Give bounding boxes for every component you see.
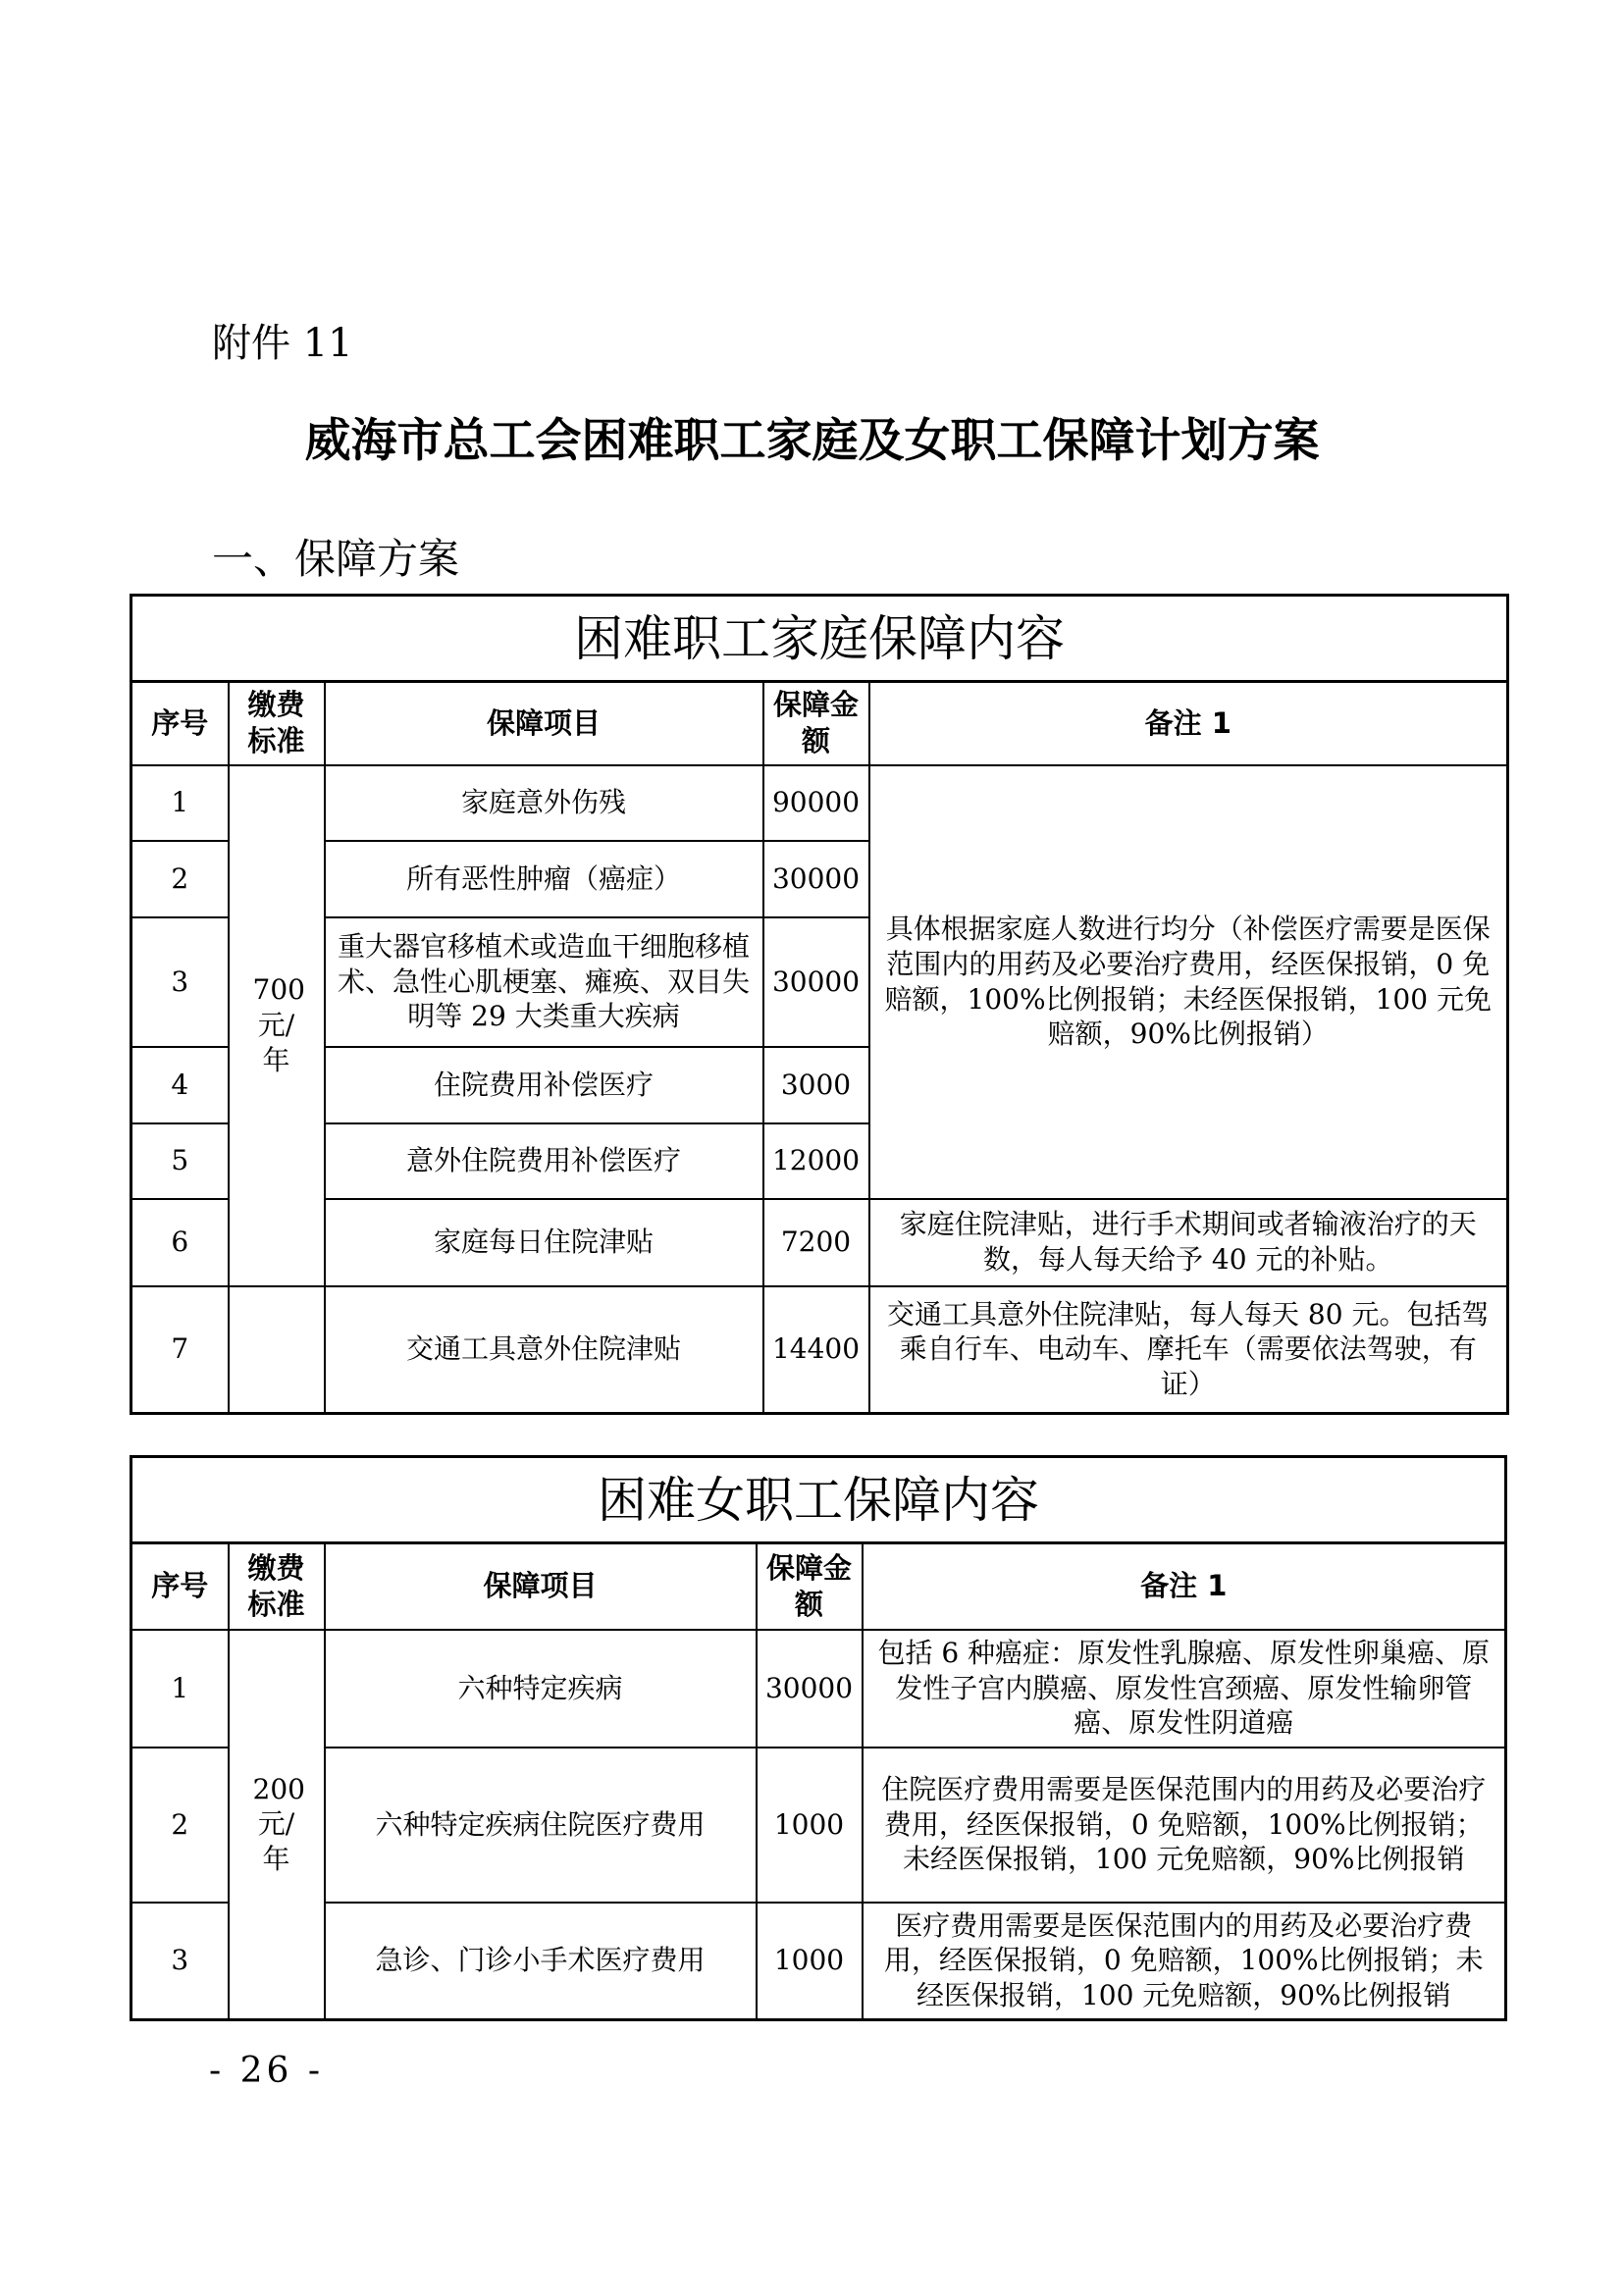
header-fee: 缴费标准 — [229, 1543, 325, 1630]
row-no: 3 — [131, 1903, 229, 2020]
row-item: 意外住院费用补偿医疗 — [325, 1123, 763, 1199]
header-no: 序号 — [131, 682, 229, 765]
table-caption: 困难女职工保障内容 — [131, 1457, 1506, 1543]
attachment-word: 附件 — [212, 321, 290, 366]
table-row — [131, 765, 1508, 841]
table-row — [131, 1630, 1506, 1748]
table-row — [131, 1903, 1506, 2020]
row-note: 家庭住院津贴，进行手术期间或者输液治疗的天数，每人每天给予 40 元的补贴。 — [869, 1199, 1508, 1286]
row-amount: 7200 — [763, 1199, 869, 1286]
fee-standard: 700元/年 — [229, 765, 325, 1286]
section-heading: 一、保障方案 — [212, 535, 460, 583]
header-note: 备注 1 — [863, 1543, 1506, 1630]
family-protection-table — [130, 594, 1509, 1415]
header-fee: 缴费标准 — [229, 682, 325, 765]
table-row — [131, 1748, 1506, 1903]
row-item: 重大器官移植术或造血干细胞移植术、急性心肌梗塞、瘫痪、双目失明等 29 大类重大疾病 — [325, 917, 763, 1047]
header-amount: 保障金额 — [763, 682, 869, 765]
row-item: 家庭意外伤残 — [325, 765, 763, 841]
women-protection-table — [130, 1455, 1507, 2021]
table-row — [131, 1286, 1508, 1414]
row-amount: 14400 — [763, 1286, 869, 1414]
row-no: 5 — [131, 1123, 229, 1199]
row-amount: 1000 — [757, 1903, 863, 2020]
row-no: 1 — [131, 1630, 229, 1748]
row-amount: 30000 — [763, 917, 869, 1047]
table-caption: 困难职工家庭保障内容 — [131, 596, 1508, 682]
row-amount: 90000 — [763, 765, 869, 841]
row-item: 家庭每日住院津贴 — [325, 1199, 763, 1286]
row-no: 4 — [131, 1047, 229, 1123]
row-item: 所有恶性肿瘤（癌症） — [325, 841, 763, 917]
row-item: 六种特定疾病 — [325, 1630, 757, 1748]
attachment-number: 11 — [302, 321, 353, 366]
table-row — [131, 1199, 1508, 1286]
fee-standard: 200元/年 — [229, 1630, 325, 2020]
row-amount: 12000 — [763, 1123, 869, 1199]
page-title: 威海市总工会困难职工家庭及女职工保障计划方案 — [304, 414, 1320, 468]
row-item: 交通工具意外住院津贴 — [325, 1286, 763, 1414]
row-note: 住院医疗费用需要是医保范围内的用药及必要治疗费用，经医保报销，0 免赔额，100%比例报销；未经医保报销，100 元免赔额，90%比例报销 — [863, 1748, 1506, 1903]
row-amount: 3000 — [763, 1047, 869, 1123]
attachment-label — [212, 312, 353, 368]
header-no: 序号 — [131, 1543, 229, 1630]
header-note: 备注 1 — [869, 682, 1508, 765]
row-note: 交通工具意外住院津贴，每人每天 80 元。包括驾乘自行车、电动车、摩托车（需要依法驾驶，有证） — [869, 1286, 1508, 1414]
row-item: 急诊、门诊小手术医疗费用 — [325, 1903, 757, 2020]
row-no: 7 — [131, 1286, 229, 1414]
row-amount: 30000 — [757, 1630, 863, 1748]
page-number: - 26 - — [209, 2051, 325, 2091]
header-item: 保障项目 — [325, 682, 763, 765]
row-amount: 30000 — [763, 841, 869, 917]
row-amount: 1000 — [757, 1748, 863, 1903]
row-note: 医疗费用需要是医保范围内的用药及必要治疗费用，经医保报销，0 免赔额，100%比例报销；未经医保报销，100 元免赔额，90%比例报销 — [863, 1903, 1506, 2020]
header-item: 保障项目 — [325, 1543, 757, 1630]
row-no: 2 — [131, 841, 229, 917]
header-amount: 保障金额 — [757, 1543, 863, 1630]
row-no: 2 — [131, 1748, 229, 1903]
row-no: 6 — [131, 1199, 229, 1286]
row-no: 3 — [131, 917, 229, 1047]
row-item: 六种特定疾病住院医疗费用 — [325, 1748, 757, 1903]
merged-note: 具体根据家庭人数进行均分（补偿医疗需要是医保范围内的用药及必要治疗费用，经医保报销，0 免赔额，100%比例报销；未经医保报销，100 元免赔额，90%比例报销） — [869, 765, 1508, 1199]
row-no: 1 — [131, 765, 229, 841]
row-item: 住院费用补偿医疗 — [325, 1047, 763, 1123]
row-fee-empty — [229, 1286, 325, 1414]
row-note: 包括 6 种癌症：原发性乳腺癌、原发性卵巢癌、原发性子宫内膜癌、原发性宫颈癌、原发性输卵管癌、原发性阴道癌 — [863, 1630, 1506, 1748]
